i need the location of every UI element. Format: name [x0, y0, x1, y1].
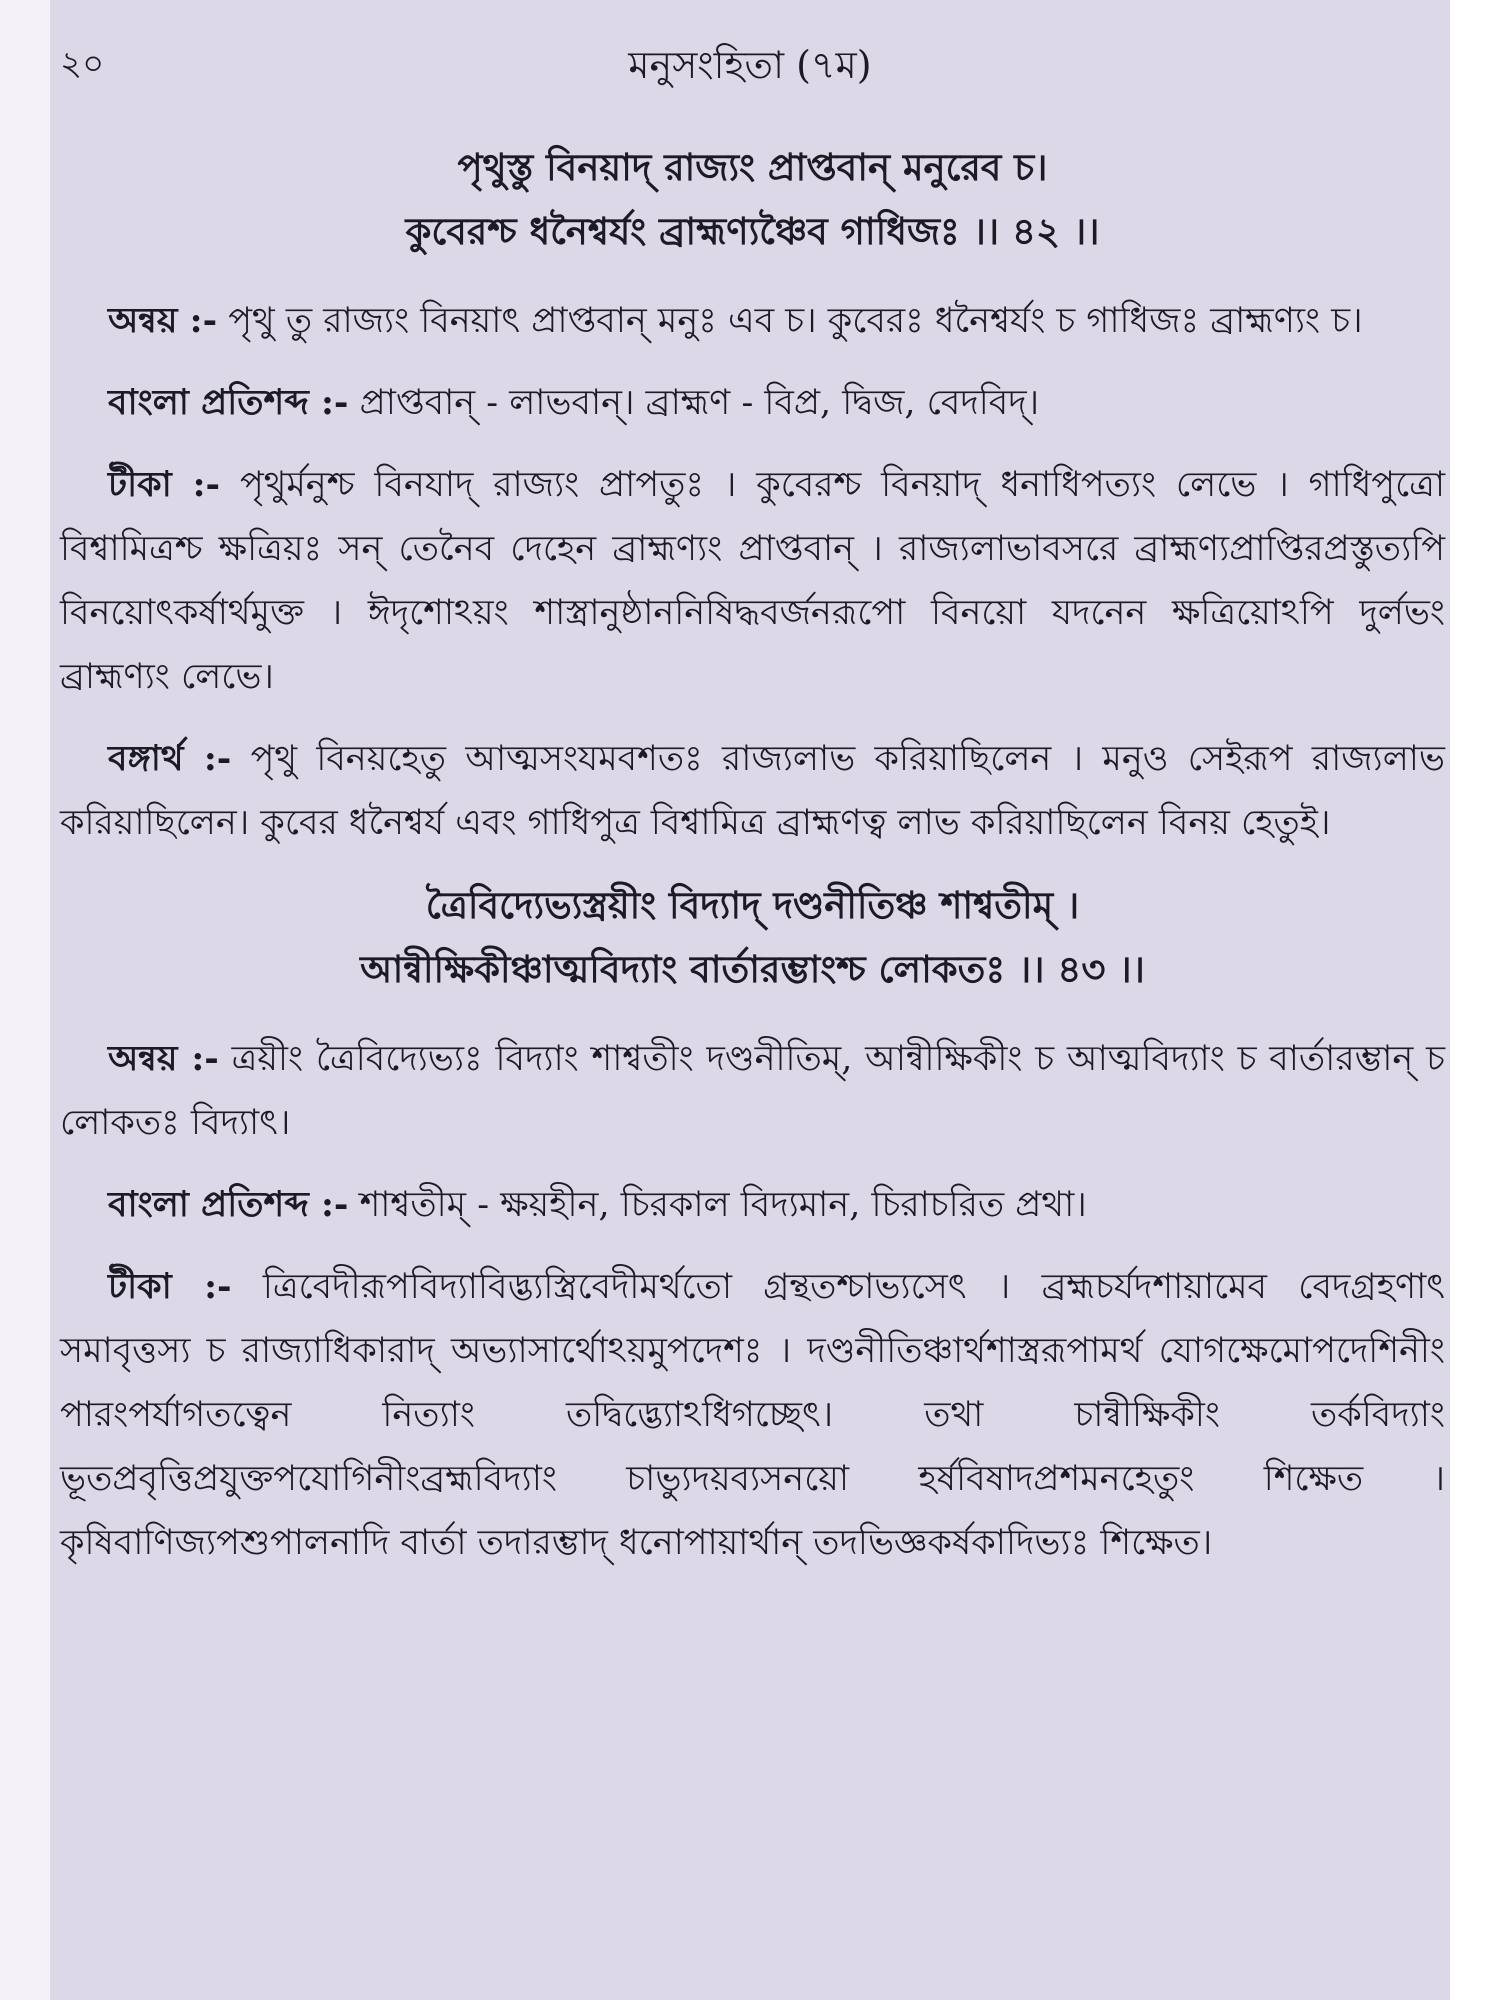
section-label: অন্বয় :-	[108, 1038, 219, 1079]
section-text: শাশ্বতীম্ - ক্ষয়হীন, চিরকাল বিদ্যমান, চিরাচরিত প্রথা।	[348, 1185, 1087, 1225]
section-text: পৃথু বিনয়হেতু আত্মসংযমবশতঃ রাজ্যলাভ করিয়াছিলেন । মনুও সেইরূপ রাজ্যলাভ করিয়াছিলেন। কুবের ধনৈশ্বর্য এবং গাধিপুত্র বিশ্বামিত্র ব্রাহ্মণত্ব লাভ করিয়াছিলেন বিনয় হেতুই।	[60, 739, 1445, 843]
book-page	[50, 0, 1450, 2000]
page-number: ২০	[60, 44, 105, 84]
page-header	[50, 28, 1450, 88]
section-text: প্রাপ্তবান্ - লাভবান্। ব্রাহ্মণ - বিপ্র, দ্বিজ, বেদবিদ্।	[348, 383, 1040, 423]
section-label: অন্বয় :-	[108, 300, 218, 341]
section-text: ত্রয়ীং ত্রৈবিদ্যেভ্যঃ বিদ্যাং শাশ্বতীং দণ্ডনীতিম্, আন্বীক্ষিকীং চ আত্মবিদ্যাং চ বার্তারম্ভান্ চ লোকতঃ বিদ্যাৎ।	[60, 1039, 1445, 1143]
verse-line: কুবেরশ্চ ধনৈশ্বর্যং ব্রাহ্মণ্যঞ্চৈব গাধিজঃ ।। ৪২ ।।	[405, 209, 1100, 253]
pratishabda-paragraph	[60, 1173, 1445, 1237]
pratishabda-paragraph	[60, 371, 1445, 435]
bangartha-paragraph	[60, 727, 1445, 855]
verse-43	[60, 873, 1445, 1001]
anvaya-paragraph	[60, 289, 1445, 353]
section-label: বাংলা প্রতিশব্দ :-	[108, 382, 349, 423]
section-text: ত্রিবেদীরূপবিদ্যাবিদ্ভ্যস্ত্রিবেদীমর্থতো গ্রন্থতশ্চাভ্যসেৎ । ব্রহ্মচর্যদশায়ামেব বেদগ্রহণাৎ সমাবৃত্তস্য চ রাজ্যাধিকারাদ্ অভ্যাসার্থোঽয়মুপদেশঃ । দণ্ডনীতিঞ্চার্থশাস্ত্ররূপামর্থ যোগক্ষেমোপদেশিনীং পারংপর্যাগতত্বেন নিত্যাং তদ্বিদ্ভ্যোঽধিগচ্ছেৎ। তথা চান্বীক্ষিকীং তর্কবিদ্যাং ভূতপ্রবৃত্তিপ্রযুক্তপযোগিনীংব্রহ্মবিদ্যাং চাভ্যুদয়ব্যসনয়ো হর্ষবিষাদপ্রশমনহেতুং শিক্ষেত । কৃষিবাণিজ্যপশুপালনাদি বার্তা তদারম্ভাদ্ ধনোপায়ার্থান্ তদভিজ্ঞকর্ষকাদিভ্যঃ শিক্ষেত।	[60, 1267, 1445, 1563]
section-text: পৃথুর্মনুশ্চ বিনযাদ্ রাজ্যং প্রাপতুঃ । কুবেরশ্চ বিনয়াদ্ ধনাধিপত্যং লেভে । গাধিপুত্রো বিশ্বামিত্রশ্চ ক্ষত্রিয়ঃ সন্ তেনৈব দেহেন ব্রাহ্মণ্যং প্রাপ্তবান্ । রাজ্যলাভাবসরে ব্রাহ্মণ্যপ্রাপ্তিরপ্রস্তুত্যপি বিনয়োৎকর্ষার্থমুক্ত । ঈদৃশোঽয়ং শাস্ত্রানুষ্ঠাননিষিদ্ধবর্জনরূপো বিনয়ো যদনেন ক্ষত্রিয়োঽপি দুর্লভং ব্রাহ্মণ্যং লেভে।	[60, 465, 1445, 697]
anvaya-paragraph	[60, 1027, 1445, 1155]
running-title: মনুসংহিতা (৭ম)	[628, 43, 872, 87]
tika-paragraph	[60, 453, 1445, 709]
section-label: টীকা :-	[108, 464, 221, 505]
verse-line: পৃথুস্তু বিনয়াদ্ রাজ্যং প্রাপ্তবান্ মনুরেব চ।	[457, 145, 1048, 189]
verse-line: আন্বীক্ষিকীঞ্চাত্মবিদ্যাং বার্তারম্ভাংশ্চ লোকতঃ ।। ৪৩ ।।	[360, 947, 1145, 991]
section-text: পৃথু তু রাজ্যং বিনয়াৎ প্রাপ্তবান্ মনুঃ এব চ। কুবেরঃ ধনৈশ্বর্যং চ গাধিজঃ ব্রাহ্মণ্যং চ।	[217, 301, 1363, 341]
section-label: বাংলা প্রতিশব্দ :-	[108, 1184, 349, 1225]
verse-42	[60, 135, 1445, 263]
section-label: বঙ্গার্থ :-	[108, 738, 232, 779]
page-content	[60, 135, 1445, 1593]
section-label: টীকা :-	[108, 1266, 232, 1307]
tika-paragraph	[60, 1255, 1445, 1575]
verse-line: ত্রৈবিদ্যেভ্যস্ত্রয়ীং বিদ্যাদ্ দণ্ডনীতিঞ্চ শাশ্বতীম্ ।	[425, 883, 1080, 927]
page-margin-strip	[0, 0, 50, 2000]
